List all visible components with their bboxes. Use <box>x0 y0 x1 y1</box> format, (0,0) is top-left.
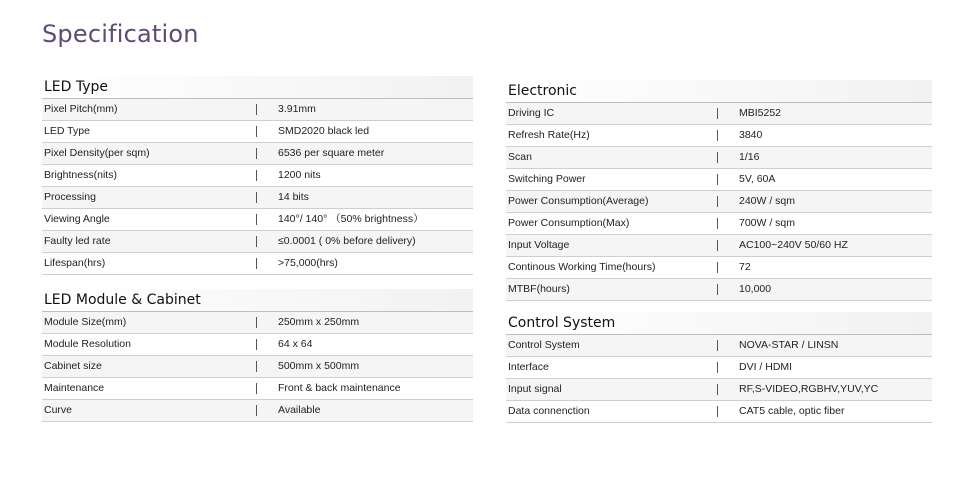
spec-value: 10,000 <box>739 283 772 295</box>
spec-label: Scan <box>508 151 532 163</box>
spec-value: 64 x 64 <box>278 338 313 350</box>
spec-label: Maintenance <box>44 382 105 394</box>
spec-label: Viewing Angle <box>44 213 110 225</box>
spec-value: 1200 nits <box>278 169 321 181</box>
table-row <box>506 125 932 147</box>
spec-label: Data connenction <box>508 405 590 417</box>
spec-value: 6536 per square meter <box>278 147 385 159</box>
spec-label: Continous Working Time(hours) <box>508 261 656 273</box>
table-row <box>506 379 932 401</box>
spec-label: Faulty led rate <box>44 235 111 247</box>
column-divider <box>256 148 257 159</box>
spec-value: DVI / HDMI <box>739 361 793 373</box>
spec-label: Processing <box>44 191 96 203</box>
table-row <box>42 378 473 400</box>
spec-label: Input Voltage <box>508 239 570 251</box>
column-divider <box>717 152 718 163</box>
spec-label: Interface <box>508 361 549 373</box>
column-divider <box>717 130 718 141</box>
table-row <box>506 279 932 301</box>
spec-label: Lifespan(hrs) <box>44 257 106 269</box>
spec-value: 3840 <box>739 129 763 141</box>
table-row <box>506 401 932 423</box>
spec-label: Cabinet size <box>44 360 102 372</box>
section-title: Electronic <box>506 80 932 103</box>
electronic-section <box>506 80 932 301</box>
spec-value: 1/16 <box>739 151 760 163</box>
table-row <box>506 213 932 235</box>
spec-value: Available <box>278 404 321 416</box>
spec-value: SMD2020 black led <box>278 125 370 137</box>
led-type-section <box>42 76 473 275</box>
table-row <box>42 253 473 275</box>
table-row <box>42 356 473 378</box>
control-system-section <box>506 312 932 423</box>
spec-value: >75,000(hrs) <box>278 257 338 269</box>
table-row <box>42 99 473 121</box>
spec-label: Pixel Pitch(mm) <box>44 103 118 115</box>
table-row <box>42 187 473 209</box>
column-divider <box>717 406 718 417</box>
column-divider <box>717 284 718 295</box>
spec-label: Control System <box>508 339 580 351</box>
column-divider <box>256 192 257 203</box>
section-title: Control System <box>506 312 932 335</box>
table-row <box>506 235 932 257</box>
column-divider <box>717 218 718 229</box>
column-divider <box>256 214 257 225</box>
spec-value: CAT5 cable, optic fiber <box>739 405 845 417</box>
table-row <box>42 231 473 253</box>
column-divider <box>256 236 257 247</box>
spec-label: LED Type <box>44 125 90 137</box>
spec-label: Brightness(nits) <box>44 169 117 181</box>
column-divider <box>256 361 257 372</box>
section-title: LED Type <box>42 76 473 99</box>
table-row <box>506 147 932 169</box>
spec-label: Power Consumption(Average) <box>508 195 649 207</box>
spec-value: MBI5252 <box>739 107 782 119</box>
spec-label: Refresh Rate(Hz) <box>508 129 590 141</box>
spec-label: Switching Power <box>508 173 586 185</box>
column-divider <box>717 340 718 351</box>
spec-table <box>42 312 473 422</box>
column-divider <box>256 104 257 115</box>
column-divider <box>717 174 718 185</box>
led-module-section <box>42 289 473 422</box>
column-divider <box>717 262 718 273</box>
spec-value: 5V, 60A <box>739 173 776 185</box>
column-divider <box>256 405 257 416</box>
spec-label: Pixel Density(per sqm) <box>44 147 150 159</box>
table-row <box>42 312 473 334</box>
table-row <box>42 334 473 356</box>
table-row <box>42 400 473 422</box>
spec-label: Power Consumption(Max) <box>508 217 630 229</box>
spec-value: Front & back maintenance <box>278 382 401 394</box>
spec-label: Module Size(mm) <box>44 316 127 328</box>
spec-table <box>42 99 473 275</box>
spec-value: 3.91mm <box>278 103 316 115</box>
spec-label: Driving IC <box>508 107 555 119</box>
column-divider <box>256 170 257 181</box>
spec-value: 140°/ 140° （50% brightness） <box>278 213 424 225</box>
spec-table <box>506 103 932 301</box>
spec-value: 500mm x 500mm <box>278 360 360 372</box>
column-divider <box>717 108 718 119</box>
column-divider <box>256 339 257 350</box>
column-divider <box>717 362 718 373</box>
table-row <box>506 103 932 125</box>
page-title: Specification <box>42 20 199 48</box>
spec-value: 72 <box>739 261 751 273</box>
spec-value: NOVA-STAR / LINSN <box>739 339 839 351</box>
column-divider <box>256 383 257 394</box>
spec-value: 700W / sqm <box>739 217 796 229</box>
column-divider <box>256 317 257 328</box>
spec-label: Curve <box>44 404 73 416</box>
table-row <box>506 335 932 357</box>
column-divider <box>717 240 718 251</box>
table-row <box>506 257 932 279</box>
table-row <box>42 143 473 165</box>
column-divider <box>717 384 718 395</box>
spec-value: 14 bits <box>278 191 309 203</box>
table-row <box>506 191 932 213</box>
spec-label: Input signal <box>508 383 562 395</box>
spec-table <box>506 335 932 423</box>
spec-value: AC100~240V 50/60 HZ <box>739 239 848 251</box>
section-title: LED Module & Cabinet <box>42 289 473 312</box>
spec-value: ≤0.0001 ( 0% before delivery) <box>278 235 416 247</box>
spec-label: MTBF(hours) <box>508 283 570 295</box>
table-row <box>42 209 473 231</box>
column-divider <box>256 258 257 269</box>
column-divider <box>256 126 257 137</box>
spec-value: RF,S-VIDEO,RGBHV,YUV,YC <box>739 383 879 395</box>
spec-value: 240W / sqm <box>739 195 796 207</box>
table-row <box>42 165 473 187</box>
table-row <box>42 121 473 143</box>
spec-label: Module Resolution <box>44 338 131 350</box>
column-divider <box>717 196 718 207</box>
table-row <box>506 357 932 379</box>
table-row <box>506 169 932 191</box>
spec-value: 250mm x 250mm <box>278 316 360 328</box>
